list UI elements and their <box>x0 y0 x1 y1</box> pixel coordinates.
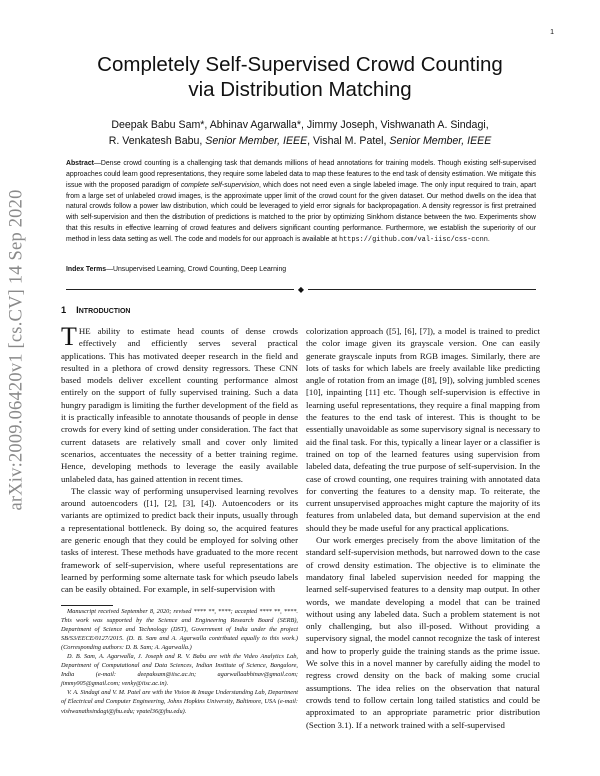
footnote-manuscript: Manuscript received September 8, 2020; revised **** **, ****; accepted **** **, ****. This work was supported by the Science and Engineering Research Board (SERB), Department of Science and Technology (DST), Government of India under the project SB/S3/EECE/0127/2015. (D. B. Sam and A. Agarwalla contributed equally to this work.) (Corresponding authors: D. B. Sam; A. Agarwalla.) <box>61 608 298 652</box>
right-column <box>306 325 540 731</box>
section-divider <box>66 286 536 294</box>
left-column <box>61 322 298 596</box>
intro-paragraph-3: colorization approach ([5], [6], [7]), a model is trained to predict the color image given its grayscale version. One can easily generate grayscale inputs from RGB images. Similarly, there are lots of tasks for which labels are freely available like predicting angle of rotation from an image ([8], [9]), solving jumbled scenes [10], inpainting [11] etc. Though self-supervision is effective in learning useful representations, they require a final mapping from the features to the end task of interest. This is thought to be essentially unavoidable as some supervisory signal is necessary to aid the final task. For this, typically a linear layer or a classifier is trained on top of the learned features using supervision from labeled data, defeating the true purpose of self-supervision. In the case of crowd counting, one requires training with annotated data for converting the features to a density map. To reiterate, the current unsupervised approaches might capture the majority of its features from unlabeled data, but demand supervision at the end should they be made useful for any practical applications. <box>306 326 540 533</box>
footnotes <box>61 607 298 716</box>
authors-line-1: Deepak Babu Sam*, Abhinav Agarwalla*, Jimmy Joseph, Vishwanath A. Sindagi, <box>111 119 489 131</box>
diamond-icon: ◆ <box>297 285 305 294</box>
footnote-affiliation-2: V. A. Sindagi and V. M. Patel are with the Vision & Image Understanding Lab, Department of Electrical and Computer Engineering, Johns Hopkins University, Baltimore, USA (e-mail: vishwanathsindagi@jhu.edu; vpatel36@jhu.edu). <box>61 689 298 715</box>
section-heading: 1 Introduction <box>61 305 131 315</box>
page-number: 1 <box>550 29 554 36</box>
footnote-affiliation-1: D. B. Sam, A. Agarwalla, J. Joseph and R. V. Babu are with the Video Analytics Lab, Department of Computational and Data Sciences, Indian Institute of Science, Bangalore, India (e-mail: deepaksam@iisc.ac.in; agarwallaabhinav@gmail.com; jimmy005@gmail.com; venky@iisc.ac.in). <box>61 653 298 688</box>
title-line-1: Completely Self-Supervised Crowd Counting <box>97 53 503 76</box>
index-terms: Index Terms—Unsupervised Learning, Crowd Counting, Deep Learning <box>66 266 287 273</box>
abstract-label: Abstract <box>66 160 94 167</box>
intro-paragraph-2: The classic way of performing unsupervised learning revolves around autoencoders ([1], [2], [3], [4]). Autoencoders or its variants are optimized to predict back their inputs, usually through a representational bottleneck. By doing so, the acquired features are generic enough that they could be employed for solving other tasks of interest. These methods have graduated to the more recent framework of self-supervision, where useful representations are learned by performing some alternate task for which pseudo labels can be easily obtained. For example, in self-supervision with <box>61 485 298 595</box>
arxiv-identifier: arXiv:2009.06420v1 [cs.CV] 14 Sep 2020 <box>6 189 27 511</box>
intro-paragraph-4: Our work emerges precisely from the above limitation of the standard self-supervision methods, but narrowed down to the case of crowd density estimation. The objective is to eliminate the mandatory final labeled supervision needed for mapping the learned self-supervised features to a density map output. In other words, we mandate developing a model that can be trained without using any labeled data. Such a problem statement is not only challenging, but also ill-posed. Without providing a supervisory signal, the model cannot recognize the task of interest and how to properly guide the training stands as the prime issue. We solve this in a novel manner by carefully aiding the model to regress crowd density on the back of making some crucial assumptions. The idea relies on the observation that natural crowds tend to follow certain long tailed statistics and could be approximated to an appropriate parametric prior distribution (Section 3.1). If a network trained with a self-supervised <box>306 535 540 730</box>
drop-cap: T <box>61 322 77 351</box>
code-link[interactable]: https://github.com/val-iisc/css-ccnn <box>338 235 488 244</box>
abstract: Abstract—Dense crowd counting is a challenging task that demands millions of head annotations for training models. Though existing self-supervised approaches could learn good representations, they require some labeled data to map these features to the end task of density estimation. We mitigate this issue with the proposed paradigm of complete self-supervision, which does not need even a single labeled image. The only input required to train, apart from a large set of unlabeled crowd images, is the approximate upper limit of the crowd count for the given dataset. Our method dwells on the idea that natural crowds follow a power law distribution, which could be leveraged to yield error signals for backpropagation. A density regressor is first pretrained with self-supervision and then the distribution of predictions is matched to the prior by optimizing Sinkhorn distance between the two. Experiments show that this results in effective learning of crowd features and delivers significant counting performance. Furthermore, we establish the superiority of our method in less data setting as well. The code and models for our approach is available at https://github.com/val-iisc/css-ccnn. <box>66 160 536 244</box>
paper-title <box>60 52 540 102</box>
authors-line-2: R. Venkatesh Babu, Senior Member, IEEE, Vishal M. Patel, Senior Member, IEEE <box>108 135 492 147</box>
footnote-rule <box>61 605 113 606</box>
title-line-2: via Distribution Matching <box>188 78 412 101</box>
intro-paragraph-1: THE ability to estimate head counts of dense crowds effectively and efficiently serves several practical applications. This has motivated deeper research in the field and resulted in a plethora of crowd density regressors. These CNN based models deliver excellent counting performance almost entirely on the support of fully supervised training. Such a data hungry paradigm is limiting the further development of the field as it is practically infeasible to annotate thousands of people in dense crowds for every kind of setting under consideration. The fact that current datasets are relatively small and cover only limited scenarios, accentuates the necessity of a better training regime. Hence, developing methods to leverage the easily available unlabeled data, has gained attention in recent times. <box>61 322 298 484</box>
author-list <box>60 117 540 149</box>
